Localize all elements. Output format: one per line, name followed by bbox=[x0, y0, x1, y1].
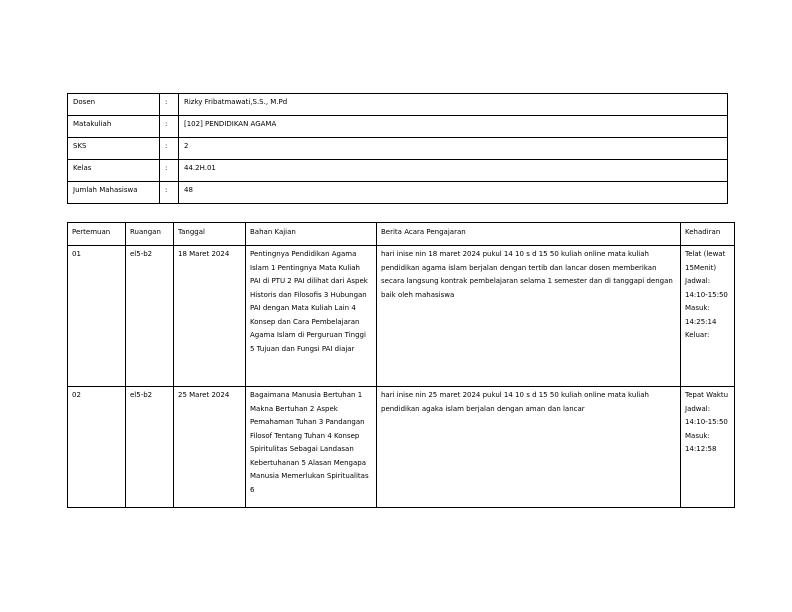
cell-ruangan: el5-b2 bbox=[126, 387, 174, 508]
info-value-matakuliah: [102] PENDIDIKAN AGAMA bbox=[179, 116, 728, 138]
info-row-dosen bbox=[68, 94, 728, 116]
schedule-table bbox=[67, 222, 735, 508]
cell-berita-acara: hari inise nin 18 maret 2024 pukul 14 10 s d 15 50 kuliah online mata kuliah pendidikan agama islam berjalan dengan tertib dan lancar dosen memberikan secara langsung kontrak pembelajaran selama 1 semester dan di tanggapi dengan baik oleh mahasiswa bbox=[377, 246, 681, 387]
info-label: Matakuliah bbox=[68, 116, 160, 138]
info-colon: : bbox=[160, 182, 179, 204]
info-value-kelas: 44.2H.01 bbox=[179, 160, 728, 182]
cell-pertemuan: 02 bbox=[68, 387, 126, 508]
header-kehadiran: Kehadiran bbox=[681, 223, 735, 246]
info-colon: : bbox=[160, 94, 179, 116]
cell-berita-acara: hari inise nin 25 maret 2024 pukul 14 10 s d 15 50 kuliah online mata kuliah pendidikan agaka islam berjalan dengan aman dan lancar bbox=[377, 387, 681, 508]
header-bahan-kajian: Bahan Kajian bbox=[246, 223, 377, 246]
info-colon: : bbox=[160, 138, 179, 160]
header-ruangan: Ruangan bbox=[126, 223, 174, 246]
cell-bahan-kajian: Pentingnya Pendidikan Agama Islam 1 Pentingnya Mata Kuliah PAI di PTU 2 PAI dilihat dari Aspek Historis dan Filosofis 3 Hubungan PAI dengan Mata Kuliah Lain 4 Konsep dan Cara Pembelajaran Agama Islam di Perguruan Tinggi 5 Tujuan dan Fungsi PAI diajar bbox=[246, 246, 377, 387]
info-row-kelas bbox=[68, 160, 728, 182]
cell-bahan-kajian: Bagaimana Manusia Bertuhan 1 Makna Bertuhan 2 Aspek Pemahaman Tuhan 3 Pandangan Filosof Tentang Tuhan 4 Konsep Spiritulitas Sebagai Landasan Kebertuhanan 5 Alasan Mengapa Manusia Memerlukan Spiritualitas 6 bbox=[246, 387, 377, 508]
header-berita-acara: Berita Acara Pengajaran bbox=[377, 223, 681, 246]
table-row bbox=[68, 387, 735, 508]
table-row bbox=[68, 246, 735, 387]
info-label: Dosen bbox=[68, 94, 160, 116]
cell-tanggal: 25 Maret 2024 bbox=[174, 387, 246, 508]
cell-kehadiran: Telat (lewat 15Menit) Jadwal: 14:10-15:50 Masuk: 14:25:14 Keluar: bbox=[681, 246, 735, 387]
info-value-dosen: Rizky Fribatmawati,S.S., M.Pd bbox=[179, 94, 728, 116]
info-row-matakuliah bbox=[68, 116, 728, 138]
info-value-sks: 2 bbox=[179, 138, 728, 160]
header-pertemuan: Pertemuan bbox=[68, 223, 126, 246]
info-value-jumlah-mahasiswa: 48 bbox=[179, 182, 728, 204]
cell-kehadiran: Tepat Waktu Jadwal: 14:10-15:50 Masuk: 14:12:58 bbox=[681, 387, 735, 508]
info-label: Jumlah Mahasiswa bbox=[68, 182, 160, 204]
info-row-sks bbox=[68, 138, 728, 160]
course-info-table bbox=[67, 93, 728, 204]
cell-tanggal: 18 Maret 2024 bbox=[174, 246, 246, 387]
info-colon: : bbox=[160, 116, 179, 138]
info-label: SKS bbox=[68, 138, 160, 160]
info-colon: : bbox=[160, 160, 179, 182]
cell-pertemuan: 01 bbox=[68, 246, 126, 387]
schedule-header-row bbox=[68, 223, 735, 246]
cell-ruangan: el5-b2 bbox=[126, 246, 174, 387]
header-tanggal: Tanggal bbox=[174, 223, 246, 246]
info-label: Kelas bbox=[68, 160, 160, 182]
info-row-jumlah-mahasiswa bbox=[68, 182, 728, 204]
